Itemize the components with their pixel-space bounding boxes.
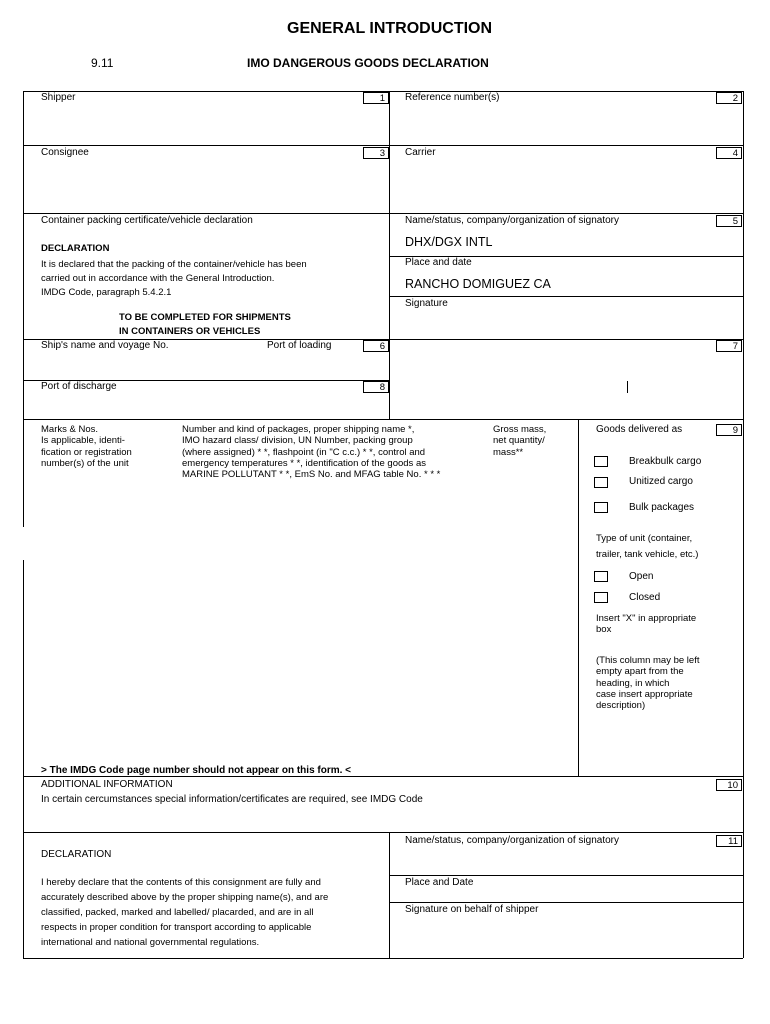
containers-notice: TO BE COMPLETED FOR SHIPMENTS IN CONTAINERS OR VEHICLES	[119, 312, 291, 337]
box-number-7: 7	[716, 340, 742, 352]
box-number-9: 9	[716, 424, 742, 436]
reference-field[interactable]	[390, 105, 742, 144]
form-title: IMO DANGEROUS GOODS DECLARATION	[247, 56, 489, 70]
declaration2-text: I hereby declare that the contents of this consignment are fully and accurately described above by the proper shipping name(s), and are classified, packed, marked and labelled/ placarded, and are in all respects in proper condition for transport according to applicable international and national governmental regulations.	[41, 877, 329, 948]
shipper-field[interactable]	[24, 105, 388, 144]
box-number-4: 4	[716, 147, 742, 159]
port-discharge-label: Port of discharge	[41, 381, 117, 392]
box-number-11: 11	[716, 835, 742, 847]
unitized-checkbox[interactable]	[594, 477, 608, 488]
goods-delivered-label: Goods delivered as	[596, 424, 683, 435]
consignee-label: Consignee	[41, 147, 89, 158]
additional-info-field[interactable]	[24, 808, 742, 831]
box-number-6: 6	[363, 340, 389, 352]
box-number-5: 5	[716, 215, 742, 227]
declaration-text: It is declared that the packing of the container/vehicle has been carried out in accordance with the General Introduction. IMDG Code, paragraph 5.4.2.1	[41, 259, 307, 299]
reference-label: Reference number(s)	[405, 92, 500, 103]
section-number: 9.11	[91, 56, 114, 70]
column-note: (This column may be left empty apart from the heading, in which case insert appropriate description)	[596, 655, 700, 712]
gross-mass-label: Gross mass, net quantity/ mass**	[493, 424, 547, 458]
box-7-field[interactable]	[390, 353, 742, 418]
unit-type-label: Type of unit (container, trailer, tank vehicle, etc.)	[596, 533, 699, 560]
open-checkbox[interactable]	[594, 571, 608, 582]
carrier-label: Carrier	[405, 147, 436, 158]
box-number-2: 2	[716, 92, 742, 104]
place-date-label: Place and date	[405, 257, 472, 268]
signature-label: Signature	[405, 298, 448, 309]
page-number-note: > The IMDG Code page number should not appear on this form. <	[41, 765, 352, 776]
declaration2-heading: DECLARATION	[41, 849, 112, 860]
port-loading-label: Port of loading	[267, 340, 332, 351]
goods-field[interactable]	[24, 490, 577, 760]
breakbulk-label: Breakbulk cargo	[629, 456, 702, 467]
place-date11-label: Place and Date	[405, 877, 474, 888]
ship-name-label: Ship's name and voyage No.	[41, 340, 169, 351]
box-number-8: 8	[363, 381, 389, 393]
container-cert-label: Container packing certificate/vehicle declaration	[41, 215, 253, 226]
closed-label: Closed	[629, 592, 661, 603]
box-number-3: 3	[363, 147, 389, 159]
signature-shipper-label: Signature on behalf of shipper	[405, 904, 539, 915]
closed-checkbox[interactable]	[594, 592, 608, 603]
carrier-field[interactable]	[390, 160, 742, 212]
bulk-packages-label: Bulk packages	[629, 502, 695, 513]
signature-shipper-field[interactable]	[390, 917, 742, 957]
declaration-heading: DECLARATION	[41, 243, 110, 254]
goods-description-label: Number and kind of packages, proper shipping name *, IMO hazard class/ division, UN Number, packing group (where assigned) * *, flashpoint (in "C c.c.) * *, control and emergency temperatures * *, identification of the goods as MARINE POLLUTANT * *, EmS No. and MFAG table No. * * *	[182, 424, 441, 481]
signatory-label: Name/status, company/organization of signatory	[405, 215, 619, 226]
page-title: GENERAL INTRODUCTION	[287, 20, 493, 37]
unitized-label: Unitized cargo	[629, 476, 693, 487]
signatory11-label: Name/status, company/organization of signatory	[405, 835, 619, 846]
box-number-10: 10	[716, 779, 742, 791]
additional-info-text: In certain cercumstances special information/certificates are required, see IMDG Code	[41, 794, 423, 805]
shipper-label: Shipper	[41, 92, 76, 103]
consignee-field[interactable]	[24, 160, 388, 212]
insert-note: Insert "X" in appropriate box	[596, 613, 697, 636]
open-label: Open	[629, 571, 654, 582]
bulk-packages-checkbox[interactable]	[594, 502, 608, 513]
marks-label: Marks & Nos. Is applicable, identi- fication or registration number(s) of the unit	[41, 424, 132, 469]
breakbulk-checkbox[interactable]	[594, 456, 608, 467]
signature-field[interactable]	[390, 311, 742, 338]
signatory-value[interactable]: DHX/DGX INTL	[405, 235, 493, 249]
additional-info-label: ADDITIONAL INFORMATION	[41, 779, 173, 790]
box-number-1: 1	[363, 92, 389, 104]
place-date-value[interactable]: RANCHO DOMIGUEZ CA	[405, 277, 551, 291]
signatory11-field[interactable]	[390, 848, 742, 874]
